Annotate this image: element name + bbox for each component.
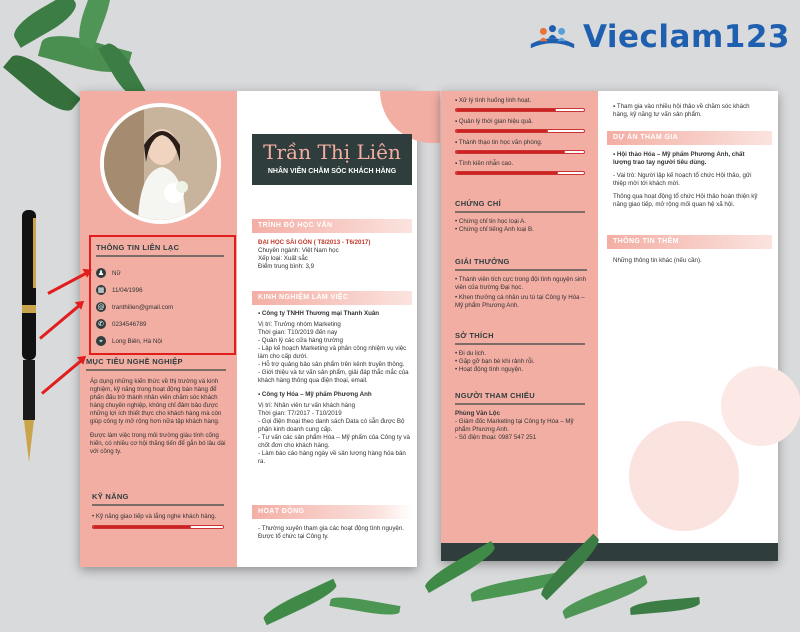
contact-item: ♟ Nữ [97,269,121,278]
education-line: Xếp loại: Xuất sắc [258,255,308,262]
skill-item: ▪ Thành thạo tin học văn phòng. [455,139,543,146]
contact-item: @ tranthilien@gmail.com [97,303,174,312]
brand-name: Vieclam123 [582,19,790,55]
list-item: • Chứng chỉ tin học loại A. [455,218,526,225]
skill-bar [455,108,585,112]
list-item: • Thành viên tích cực trong đội tình nguyện sinh viên của trường Đại học. [455,276,587,291]
activities-heading: HOẠT ĐỘNG [252,505,412,519]
job-line: - Lập kế hoạch Marketing và phân công nhiệm vụ việc làm cho cấp dưới. [258,345,407,360]
extra-text: Những thông tin khác (nếu cần). [613,257,702,264]
skills-section [92,492,224,529]
job-line: - Quản lý các cửa hàng trường [258,337,343,344]
pen-image [18,210,40,466]
list-item: • Hoạt động tình nguyện. [455,366,524,373]
divider [455,269,587,271]
contact-item: ⌖ Long Biên, Hà Nội [96,333,224,350]
objective-text: Áp dụng những kiến thức về thị trường và kinh nghiệm, kỹ năng trong hoạt động bán hàng để phấn đấu trở thành nhân viên chăm sóc khách hàng chuyên nghiệp, không chỉ đảm bảo được những lợi ích thiết thực cho khách hàng mà còn giúp công ty mở rộng hơn nữa tập khách hàng. [90,378,222,425]
phone-icon: ✆ [96,319,106,329]
divider [455,343,585,345]
skill-bars [455,97,585,181]
project-title: ▪ Hội thảo Hóa – Mỹ phẩm Phương Anh, chất lượng trao tay người tiêu dùng. [613,151,745,166]
name-header [252,134,412,185]
school-name: ĐẠI HỌC SÀI GÒN ( T8/2013 - T6/2017) [258,239,371,246]
skill-item: ▪ Xử lý tình huống linh hoạt. [455,97,532,104]
projects-heading: DỰ ÁN THAM GIA [607,131,772,145]
job-line: Vị trí: Nhân viên tư vấn khách hàng [258,402,356,409]
calendar-icon: ▦ [97,286,105,295]
list-item: • Gặp gỡ bạn bè khi rảnh rỗi. [455,358,535,365]
job-line: Thời gian: T7/2017 - T10/2019 [258,410,342,417]
logo-icon [528,17,577,57]
list-item: • Khen thưởng cá nhân ưu tú tại Công ty Hóa – Mỹ phẩm Phương Anh. [455,294,585,309]
project-line: Thông qua hoạt động tổ chức Hội thảo hoàn thiện kỹ năng giao tiếp, mở rộng mối quan hệ xã hội. [613,193,758,208]
reference-name: Phùng Văn Lộc [455,410,501,417]
email-icon: @ [97,303,105,312]
hobbies-section [455,331,585,374]
job-line: - Tư vấn các sản phẩm Hóa – Mỹ phẩm của Công ty và chốt đơn cho khách hàng. [258,434,410,449]
education-line: Điểm trung bình: 3,9 [258,263,315,270]
job-line: - Gọi điện thoại theo danh sách Data có sẵn được Bộ phận kinh doanh cung cấp. [258,418,405,433]
projects-body [613,151,763,209]
profile-photo [100,103,221,224]
company-name: ▪ Công ty Hóa – Mỹ phẩm Phương Anh [258,391,372,398]
project-line: - Vai trò: Người lập kế hoạch tổ chức Hội thảo, gửi thiệp mời tới khách mời. [613,172,752,187]
hobbies-heading: SỞ THÍCH [455,331,494,340]
candidate-name: Trần Thị Liên [263,140,401,164]
reference-line: - Số điện thoại: 0987 547 251 [455,434,537,441]
skill-item: • Kỹ năng giao tiếp và lắng nghe khách hàng. [92,513,217,520]
list-item: • Chứng chỉ tiếng Anh loại B. [455,226,534,233]
objective-text-2: Được làm việc trong môi trường giàu tính cống hiến, có nhiều cơ hội thăng tiến để gắn bó lâu dài với công ty. [90,432,226,455]
awards-heading: GIẢI THƯỞNG [455,257,510,266]
references-heading: NGƯỜI THAM CHIẾU [455,391,535,400]
brand-logo[interactable] [528,14,790,60]
arrow-icon [41,358,84,395]
divider [86,369,226,371]
skill-bar [455,171,585,175]
cv-page-2 [441,91,778,561]
experience-heading: KINH NGHIỆM LÀM VIỆC [252,291,412,305]
circle-decoration [629,421,739,531]
arrow-icon [39,303,82,340]
reference-line: - Giám đốc Marketing tại Công ty Hóa – Mỹ phẩm Phương Anh. [455,418,574,433]
education-heading: TRÌNH ĐỘ HỌC VẤN [252,219,412,233]
job-title: NHÂN VIÊN CHĂM SÓC KHÁCH HÀNG [267,168,397,175]
skill-bar [455,150,585,154]
skill-item: ▪ Quản lý thời gian hiệu quả. [455,118,534,125]
job-line: - Làm báo cáo hàng ngày về sản lượng hàng hóa bán ra. [258,450,406,465]
job-line: - Giới thiệu và tư vấn sản phẩm, giải đáp thắc mắc của khách hàng thông qua điện thoại, email. [258,369,409,384]
objective-section [86,357,226,456]
activities-text: - Thường xuyên tham gia các hoạt động tình nguyện. Được tổ chức tại Công ty. [258,525,405,540]
education-body [258,239,408,271]
skill-bar [455,129,585,133]
extra-heading: THÔNG TIN THÊM [607,235,772,249]
skill-bar [92,525,224,529]
person-icon: ♟ [97,269,105,278]
seminar-text: ▪ Tham gia vào nhiều hội thảo về chăm sóc khách hàng, kỹ năng tư vấn sản phẩm. [613,103,750,118]
job-line: - Hỗ trợ quảng bảo sản phẩm trên kênh truyền thông. [258,361,405,368]
list-item: • Đi du lịch. [455,350,487,357]
job-line: Thời gian: T10/2019 đến nay [258,329,338,336]
skills-heading: KỸ NĂNG [92,492,129,501]
divider [455,211,585,213]
experience-body [258,310,410,466]
objective-heading: MỤC TIÊU NGHỀ NGHIỆP [86,357,183,366]
divider [455,403,585,405]
certificates-section [455,199,585,234]
job-line: Vị trí: Trưởng nhóm Marketing [258,321,341,328]
skill-item: ▪ Tính kiên nhẫn cao. [455,160,514,167]
location-icon: ⌖ [96,336,106,346]
highlight-box [89,235,236,355]
divider [92,504,224,506]
references-section [455,391,585,442]
circle-decoration [721,366,800,446]
awards-section [455,257,587,310]
contact-item: ▦ 11/04/1996 [97,286,143,295]
contact-item: ✆ 0234546789 [96,316,224,333]
contact-heading: THÔNG TIN LIÊN LẠC [96,243,180,252]
certificates-heading: CHỨNG CHỈ [455,199,502,208]
company-name: ▪ Công ty TNHH Thương mại Thanh Xuân [258,310,380,317]
education-line: Chuyên ngành: Việt Nam học [258,247,339,254]
